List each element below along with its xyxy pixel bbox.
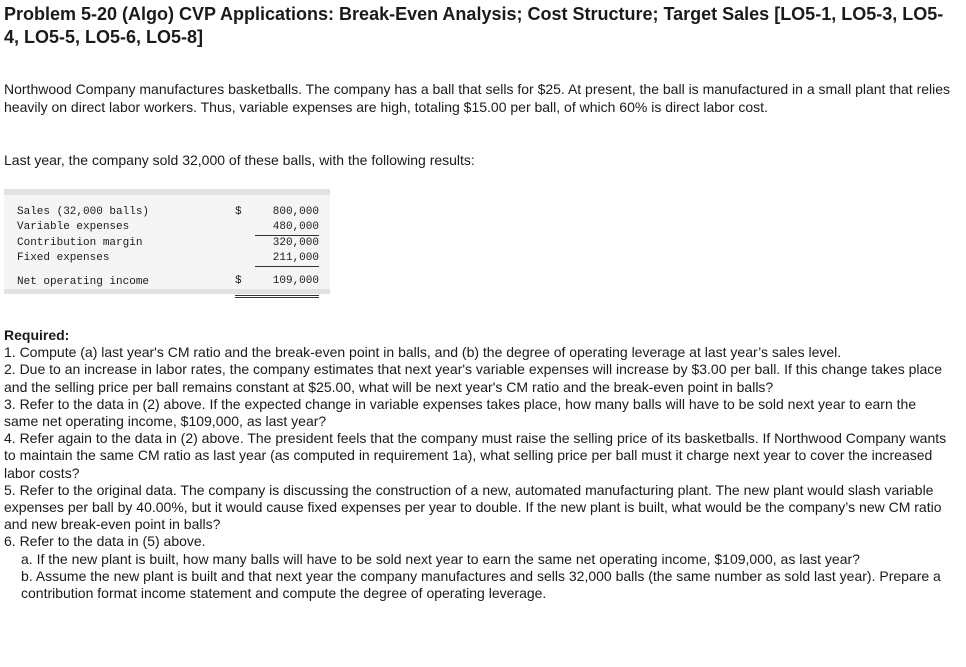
problem-intro: Northwood Company manufactures basketballs. The company has a ball that sells for $25. At present, the ball is manufactured in a small plant that relies heavily on direct labor workers. Thus, variable expenses are high, totaling $15.00 per ball, of which 60% is direct labor cost. <box>4 81 951 115</box>
income-statement <box>4 189 330 294</box>
requirement-6b: b. Assume the new plant is built and that next year the company manufactures and sells 32,000 balls (the same number as sold last year). Prepare a contribution format income statement and compute the degree of operating leverage. <box>21 567 941 602</box>
statement-row-contribution-margin <box>17 236 319 252</box>
row-label: Variable expenses <box>17 221 130 234</box>
requirement-5: 5. Refer to the original data. The company is discussing the construction of a new, automated manufacturing plant. The new plant would slash variable expenses per ball by 40.00%, but it would cause fixed expenses per year to double. If the new plant is built, what would be the company’s new CM ratio and new break-even point in balls? <box>4 481 942 533</box>
requirement-3: 3. Refer to the data in (2) above. If the expected change in variable expenses takes place, how many balls will have to be sold next year to earn the same net operating income, $109,000, as last year? <box>4 395 917 430</box>
requirement-2: 2. Due to an increase in labor rates, the company estimates that next year's variable expenses will increase by $3.00 per ball. If this change takes place and the selling price per ball remains constant at $25.00, what will be next year's CM ratio and the break-even point in balls? <box>4 361 943 395</box>
row-currency <box>235 236 255 252</box>
row-amount: 800,000 <box>272 206 319 218</box>
statement-row-fixed-expenses <box>17 251 319 267</box>
row-label: Net operating income <box>17 275 150 288</box>
requirement-6a: a. If the new plant is built, how many balls will have to be sold next year to earn the same net operating income, $109,000, as last year? <box>21 550 860 567</box>
row-amount: 320,000 <box>272 237 319 249</box>
problem-title: Problem 5-20 (Algo) CVP Applications: Break-Even Analysis; Cost Structure; Target Sales [LO5-1, LO5-3, LO5-4, LO5-5, LO5-6, LO5-8] <box>4 4 944 47</box>
row-currency: $ <box>235 267 255 297</box>
statement-row-variable-expenses <box>17 220 319 236</box>
row-currency <box>235 220 255 236</box>
row-label: Contribution margin <box>17 236 143 249</box>
statement-row-net-operating-income <box>17 267 319 297</box>
required-heading: Required: <box>4 327 70 343</box>
row-currency <box>235 251 255 267</box>
statement-row-sales <box>17 205 319 220</box>
row-currency: $ <box>235 206 242 218</box>
income-statement-table <box>17 205 319 298</box>
required-section <box>4 327 954 602</box>
row-label: Fixed expenses <box>17 252 110 265</box>
row-amount: 211,000 <box>255 251 319 267</box>
row-label: Sales (32,000 balls) <box>17 206 150 218</box>
row-amount: 109,000 <box>255 267 319 297</box>
row-amount: 480,000 <box>255 220 319 236</box>
requirement-6: 6. Refer to the data in (5) above. <box>4 533 206 550</box>
results-lead-in: Last year, the company sold 32,000 of these balls, with the following results: <box>4 152 475 168</box>
requirement-4: 4. Refer again to the data in (2) above. The president feels that the company must raise the selling price of its basketballs. If Northwood Company wants to maintain the same CM ratio as last year (as computed in requirement 1a), what selling price per ball must it charge next year to cover the increased labor costs? <box>4 430 947 481</box>
requirement-1: 1. Compute (a) last year's CM ratio and the break-even point in balls, and (b) the degree of operating leverage at last year’s sales level. <box>4 344 842 361</box>
